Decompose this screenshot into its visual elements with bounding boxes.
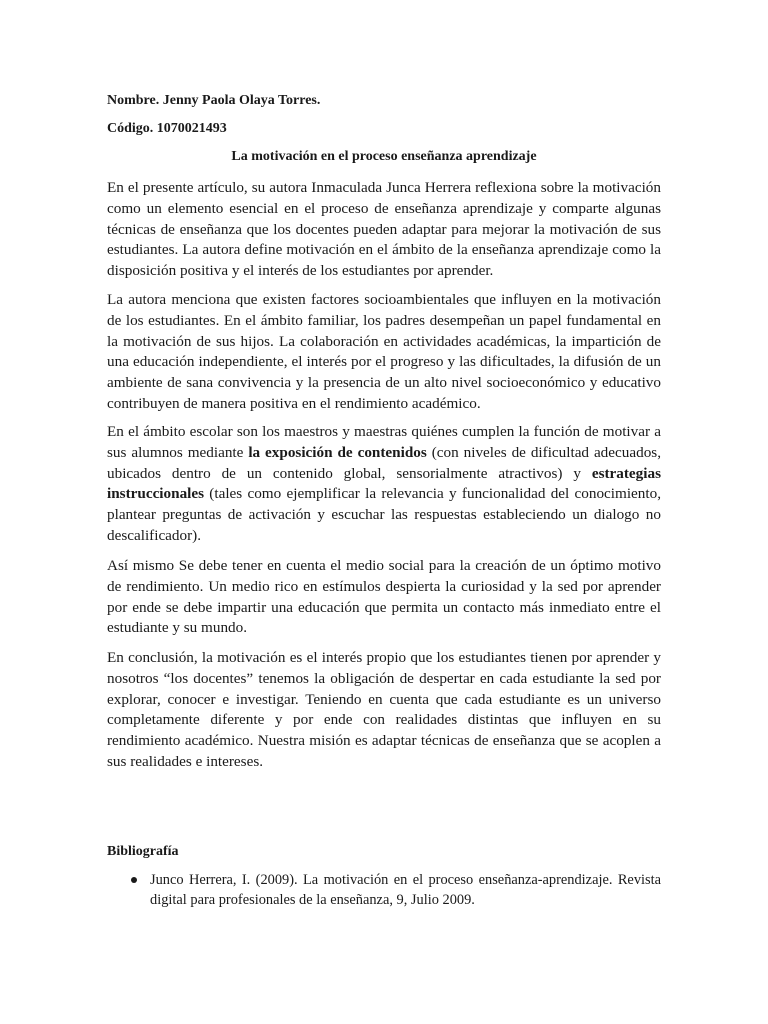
paragraph-3-bold-b: estrategias instruccionales (107, 464, 661, 503)
paragraph-4: Así mismo Se debe tener en cuenta el medio social para la creación de un óptimo motivo de rendimiento. Un medio rico en estímulos despierta la curiosidad y la sed por aprender por ende se debe impartir una educación que permita un contacto más inmediato entre el estudiante y su mundo. (107, 557, 661, 637)
paragraph-3-text-b: (con niveles de dificultad adecuados, ubicados dentro de un contenido global, sensorialmente atractivos) y (107, 443, 661, 482)
student-code-line: Código. 1070021493 (107, 121, 227, 136)
bibliography-entry-text: Junco Herrera, I. (2009). La motivación en el proceso enseñanza-aprendizaje. Revista digital para profesionales de la enseñanza, 9, Julio 2009. (150, 872, 661, 909)
paragraph-5: En conclusión, la motivación es el interés propio que los estudiantes tienen por aprender y nosotros “los docentes” tenemos la obligación de despertar en cada estudiante la sed por explorar, conocer e investigar. Teniendo en cuenta que cada estudiante es un universo completamente diferente y por ende con realidades distintas que influyen en su rendimiento académico. Nuestra misión es adaptar técnicas de enseñanza que se acoplen a sus realidades e intereses. (107, 649, 661, 770)
paragraph-3-bold-a: la exposición de contenidos (248, 443, 427, 461)
author-name-line: Nombre. Jenny Paola Olaya Torres. (107, 93, 321, 108)
document-title: La motivación en el proceso enseñanza aprendizaje (231, 149, 537, 164)
paragraph-1: En el presente artículo, su autora Inmaculada Junca Herrera reflexiona sobre la motivación como un elemento esencial en el proceso de enseñanza aprendizaje y comparte algunas técnicas de enseñanza que los docentes pueden adaptar para mejorar la motivación de sus estudiantes. La autora define motivación en el ámbito de la enseñanza aprendizaje como la disposición positiva y el interés de los estudiantes por aprender. (107, 179, 661, 280)
bullet-icon (131, 877, 137, 883)
paragraph-3-text-a: En el ámbito escolar son los maestros y maestras quiénes cumplen la función de motivar a sus alumnos mediante (107, 423, 661, 461)
bibliography-heading: Bibliografía (107, 844, 179, 859)
paragraph-2: La autora menciona que existen factores socioambientales que influyen en la motivación de los estudiantes. En el ámbito familiar, los padres desempeñan un papel fundamental en la motivación de sus hijos. La colaboración en actividades académicas, la impartición de una educación independiente, el interés por el progreso y las dificultades, la difusión de un ambiente de sana convivencia y la presencia de un alto nivel socioeconómico y educativo contribuyen de manera positiva en el rendimiento académico. (107, 291, 661, 412)
bibliography-entry (107, 870, 661, 910)
bibliography-list (107, 870, 661, 910)
paragraph-3-text-c: (tales como ejemplificar la relevancia y funcionalidad del conocimiento, plantear preguntas de activación y escuchar las respuestas estableciendo un dialogo no descalificador). (107, 485, 661, 544)
paragraph-3 (107, 422, 661, 547)
